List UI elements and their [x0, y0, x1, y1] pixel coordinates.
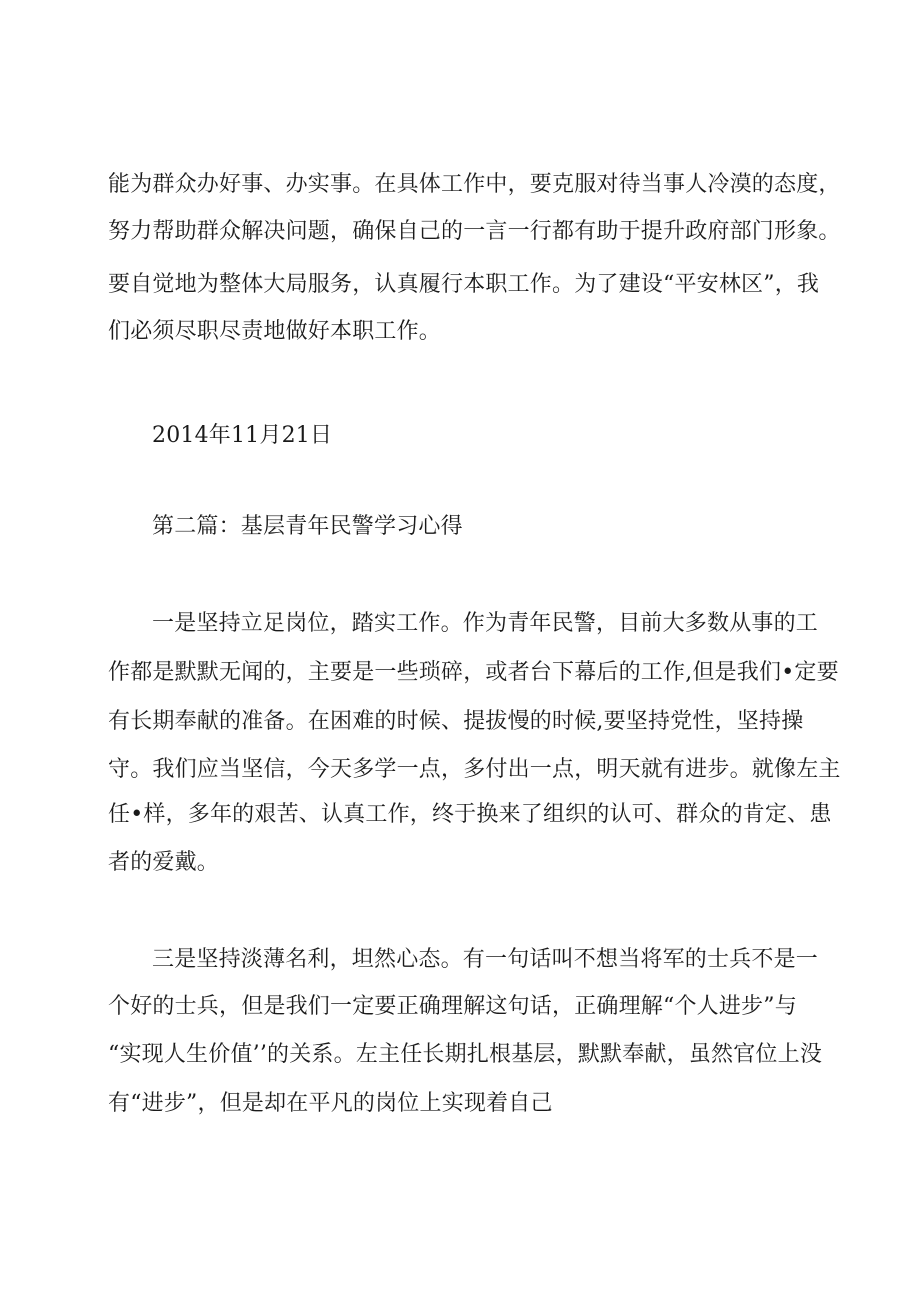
- paragraph-3-line-1: 三是坚持淡薄名利，坦然心态。有一句话叫不想当将军的士兵不是一: [152, 947, 819, 972]
- paragraph-3-line-4: 有“进步”，但是却在平凡的岗位上实现着自己: [108, 1091, 553, 1116]
- paragraph-2-line-2: 作都是默默无闻的，主要是一些琐碎，或者台下幕后的工作,但是我们•定要: [108, 660, 839, 685]
- paragraph-1-line-3: 要自觉地为整体大局服务，认真履行本职工作。为了建设“平安林区”，我: [108, 272, 820, 297]
- document-date: 2014年11月21日: [152, 423, 333, 448]
- paragraph-1-line-1: 能为群众办好事、办实事。在具体工作中，要克服对待当事人冷漠的态度，: [108, 172, 841, 197]
- paragraph-1-line-4: 们必须尽职尽责地做好本职工作。: [108, 319, 442, 344]
- paragraph-2-line-3: 有长期奉献的准备。在困难的时候、提拔慢的时候,要坚持党性，坚持操: [108, 709, 804, 734]
- paragraph-2-line-1: 一是坚持立足岗位，踏实工作。作为青年民警，目前大多数从事的工: [152, 611, 819, 636]
- paragraph-2-line-6: 者的爱戴。: [108, 850, 220, 875]
- paragraph-1-line-2: 努力帮助群众解决问题，确保自己的一言一行都有助于提升政府部门形象。: [108, 219, 841, 244]
- paragraph-3-line-3: “实现人生价值’’的关系。左主任长期扎根基层，默默奉献，虽然官位上没: [108, 1042, 823, 1067]
- paragraph-2-line-5: 任•样，多年的艰苦、认真工作，终于换来了组织的认可、群众的肯定、患: [108, 802, 832, 827]
- paragraph-3-line-2: 个好的士兵，但是我们一定要正确理解这句话，正确理解“个人进步”与: [108, 994, 797, 1019]
- paragraph-2-line-4: 守。我们应当坚信，今天多学一点，多付出一点，明天就有进步。就像左主: [108, 757, 841, 782]
- section-title: 第二篇：基层青年民警学习心得: [152, 514, 463, 539]
